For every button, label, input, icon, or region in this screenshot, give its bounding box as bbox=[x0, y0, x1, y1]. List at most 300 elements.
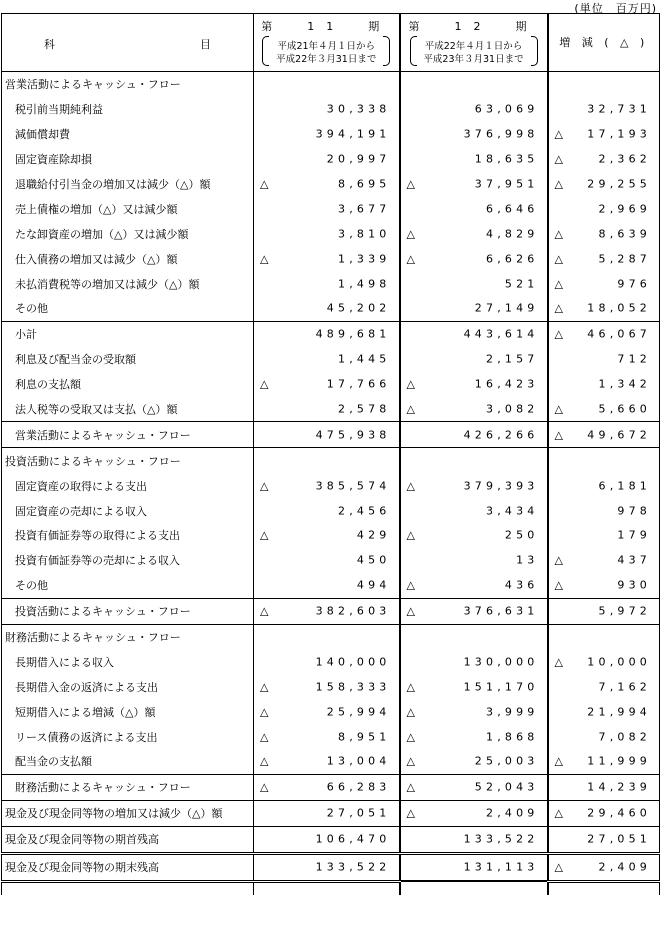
negative-triangle-icon: △ bbox=[554, 152, 563, 166]
diff-cell-value: 712 bbox=[617, 352, 651, 366]
period-11-cell-value: 106,470 bbox=[315, 832, 391, 846]
diff-cell bbox=[548, 172, 660, 197]
negative-triangle-icon: △ bbox=[406, 479, 415, 493]
section-label: 投資活動によるキャッシュ・フロー bbox=[2, 448, 254, 473]
period-12-cell bbox=[400, 196, 548, 221]
table-row bbox=[2, 397, 660, 422]
row-label: 仕入債務の増加又は減少（△）額 bbox=[2, 246, 254, 271]
row-label: 税引前当期純利益 bbox=[2, 97, 254, 122]
period-11-cell bbox=[254, 246, 400, 271]
period-11-cell-value: 133,522 bbox=[315, 860, 391, 874]
row-label: 投資活動によるキャッシュ・フロー bbox=[2, 598, 254, 624]
diff-cell-value: 437 bbox=[617, 553, 651, 567]
period-12-cell-value: 521 bbox=[504, 277, 539, 291]
diff-cell bbox=[548, 221, 660, 246]
diff-cell-value: 2,409 bbox=[598, 860, 651, 874]
period-12-to: 平成23年３月31日まで bbox=[423, 54, 524, 65]
diff-cell-value: 29,460 bbox=[587, 806, 651, 820]
period-11-cell-value: 429 bbox=[356, 528, 391, 542]
period-11-cell bbox=[254, 147, 400, 172]
table-row bbox=[2, 97, 660, 122]
row-label: 小計 bbox=[2, 321, 254, 346]
diff-cell-value: 930 bbox=[617, 578, 651, 592]
period-12-cell-value: 131,113 bbox=[463, 860, 539, 874]
diff-cell-value: 32,731 bbox=[587, 102, 651, 116]
period-12-cell bbox=[400, 853, 548, 881]
negative-triangle-icon: △ bbox=[406, 730, 415, 744]
period-12-cell bbox=[400, 372, 548, 397]
diff-cell-value: 7,162 bbox=[598, 680, 651, 694]
period-11-cell-value: 3,810 bbox=[338, 227, 391, 241]
negative-triangle-icon: △ bbox=[260, 754, 269, 768]
diff-cell bbox=[548, 624, 660, 649]
period-11-cell bbox=[254, 649, 400, 674]
section-label: 財務活動によるキャッシュ・フロー bbox=[2, 624, 254, 649]
diff-cell bbox=[548, 271, 660, 296]
row-label: 長期借入による収入 bbox=[2, 649, 254, 674]
period-12-cell-value: 379,393 bbox=[463, 479, 539, 493]
period-12-cell bbox=[400, 573, 548, 598]
period-11-cell bbox=[254, 97, 400, 122]
period-12-cell bbox=[400, 498, 548, 523]
row-label: 売上債権の増加（△）又は減少額 bbox=[2, 196, 254, 221]
row-label: 投資有価証券等の取得による支出 bbox=[2, 523, 254, 548]
negative-triangle-icon: △ bbox=[260, 680, 269, 694]
period-12-cell bbox=[400, 826, 548, 853]
period-11-cell-value: 1,339 bbox=[338, 252, 391, 266]
period-11-header bbox=[254, 14, 400, 72]
period-12-cell-value: 52,043 bbox=[474, 780, 539, 794]
negative-triangle-icon: △ bbox=[406, 528, 415, 542]
period-11-cell-value: 394,191 bbox=[315, 127, 391, 141]
diff-cell bbox=[548, 573, 660, 598]
period-12-cell bbox=[400, 473, 548, 498]
negative-triangle-icon: △ bbox=[260, 780, 269, 794]
diff-cell bbox=[548, 774, 660, 800]
diff-cell-value: 2,362 bbox=[598, 152, 651, 166]
negative-triangle-icon: △ bbox=[260, 252, 269, 266]
period-12-cell bbox=[400, 448, 548, 473]
row-label: 財務活動によるキャッシュ・フロー bbox=[2, 774, 254, 800]
period-11-cell bbox=[254, 271, 400, 296]
period-11-range bbox=[262, 36, 390, 66]
table-row bbox=[2, 598, 660, 624]
table-row bbox=[2, 422, 660, 448]
item-column-header bbox=[2, 14, 254, 72]
period-11-cell-value: 27,051 bbox=[326, 806, 391, 820]
diff-cell-value: 2,969 bbox=[598, 202, 651, 216]
diff-cell bbox=[548, 749, 660, 774]
row-label: 長期借入金の返済による支出 bbox=[2, 674, 254, 699]
period-12-cell bbox=[400, 724, 548, 749]
diff-cell-value: 27,051 bbox=[587, 832, 651, 846]
period-12-cell bbox=[400, 271, 548, 296]
period-12-cell-value: 130,000 bbox=[463, 655, 539, 669]
row-label: 減価償却費 bbox=[2, 122, 254, 147]
diff-cell-value: 6,181 bbox=[598, 479, 651, 493]
negative-triangle-icon: △ bbox=[554, 177, 563, 191]
row-label: 配当金の支払額 bbox=[2, 749, 254, 774]
negative-triangle-icon: △ bbox=[406, 604, 415, 618]
spacer-cell bbox=[548, 881, 660, 895]
table-row bbox=[2, 221, 660, 246]
table-row bbox=[2, 699, 660, 724]
row-label: その他 bbox=[2, 573, 254, 598]
period-12-cell-value: 6,646 bbox=[486, 202, 539, 216]
period-11-cell bbox=[254, 422, 400, 448]
period-11-cell-value: 1,498 bbox=[338, 277, 391, 291]
period-11-cell-value: 2,578 bbox=[338, 402, 391, 416]
period-11-to: 平成22年３月31日まで bbox=[276, 54, 377, 65]
period-12-cell bbox=[400, 774, 548, 800]
period-11-cell bbox=[254, 122, 400, 147]
diff-cell bbox=[548, 724, 660, 749]
period-11-cell-value: 475,938 bbox=[315, 428, 391, 442]
period-11-cell bbox=[254, 598, 400, 624]
period-11-cell bbox=[254, 221, 400, 246]
diff-cell bbox=[548, 422, 660, 448]
period-11-cell bbox=[254, 674, 400, 699]
period-12-cell bbox=[400, 246, 548, 271]
period-12-cell bbox=[400, 800, 548, 826]
row-label: 営業活動によるキャッシュ・フロー bbox=[2, 422, 254, 448]
diff-cell-value: 14,239 bbox=[587, 780, 651, 794]
period-12-cell bbox=[400, 147, 548, 172]
period-12-cell-value: 443,614 bbox=[463, 327, 539, 341]
period-12-cell-value: 151,170 bbox=[463, 680, 539, 694]
table-row bbox=[2, 473, 660, 498]
row-label: 利息の支払額 bbox=[2, 372, 254, 397]
period-11-cell bbox=[254, 624, 400, 649]
period-12-cell-value: 133,522 bbox=[463, 832, 539, 846]
table-row bbox=[2, 122, 660, 147]
table-row bbox=[2, 347, 660, 372]
diff-cell bbox=[548, 674, 660, 699]
left-bracket-icon bbox=[410, 36, 417, 66]
diff-cell bbox=[548, 448, 660, 473]
negative-triangle-icon: △ bbox=[554, 428, 563, 442]
negative-triangle-icon: △ bbox=[406, 377, 415, 391]
period-12-cell-value: 436 bbox=[504, 578, 539, 592]
negative-triangle-icon: △ bbox=[554, 127, 563, 141]
item-header-char-2: 目 bbox=[200, 38, 211, 51]
period-12-cell bbox=[400, 674, 548, 699]
period-12-cell bbox=[400, 122, 548, 147]
diff-cell bbox=[548, 372, 660, 397]
diff-cell bbox=[548, 122, 660, 147]
period-12-cell bbox=[400, 72, 548, 97]
section-label: 営業活動によるキャッシュ・フロー bbox=[2, 72, 254, 97]
table-row bbox=[2, 196, 660, 221]
period-12-cell bbox=[400, 422, 548, 448]
diff-cell bbox=[548, 97, 660, 122]
period-11-cell bbox=[254, 196, 400, 221]
period-11-cell bbox=[254, 800, 400, 826]
period-12-cell-value: 27,149 bbox=[474, 301, 539, 315]
diff-cell bbox=[548, 548, 660, 573]
table-row bbox=[2, 523, 660, 548]
diff-cell bbox=[548, 296, 660, 321]
diff-cell bbox=[548, 649, 660, 674]
period-12-from: 平成22年４月１日から bbox=[424, 41, 523, 52]
cash-flow-table bbox=[1, 13, 660, 895]
period-11-cell bbox=[254, 498, 400, 523]
section-row bbox=[2, 624, 660, 649]
period-11-cell bbox=[254, 397, 400, 422]
unit-label: (単位 百万円) bbox=[574, 2, 657, 15]
period-12-cell bbox=[400, 624, 548, 649]
period-11-cell bbox=[254, 72, 400, 97]
diff-cell bbox=[548, 473, 660, 498]
row-label: 固定資産除却損 bbox=[2, 147, 254, 172]
period-12-cell bbox=[400, 523, 548, 548]
table-row bbox=[2, 853, 660, 881]
period-11-cell bbox=[254, 853, 400, 881]
period-12-cell bbox=[400, 347, 548, 372]
diff-cell-value: 5,287 bbox=[598, 252, 651, 266]
period-12-cell-value: 1,868 bbox=[486, 730, 539, 744]
negative-triangle-icon: △ bbox=[260, 604, 269, 618]
period-12-cell-value: 4,829 bbox=[486, 227, 539, 241]
period-12-cell bbox=[400, 397, 548, 422]
negative-triangle-icon: △ bbox=[406, 680, 415, 694]
negative-triangle-icon: △ bbox=[406, 705, 415, 719]
row-label: たな卸資産の増加（△）又は減少額 bbox=[2, 221, 254, 246]
diff-cell-value: 5,972 bbox=[598, 604, 651, 618]
diff-cell-value: 18,052 bbox=[587, 301, 651, 315]
period-12-cell bbox=[400, 548, 548, 573]
negative-triangle-icon: △ bbox=[406, 252, 415, 266]
period-11-cell-value: 489,681 bbox=[315, 327, 391, 341]
right-bracket-icon bbox=[531, 36, 538, 66]
period-12-header bbox=[400, 14, 548, 72]
negative-triangle-icon: △ bbox=[554, 252, 563, 266]
negative-triangle-icon: △ bbox=[260, 377, 269, 391]
period-12-cell-value: 25,003 bbox=[474, 754, 539, 768]
period-12-cell-value: 18,635 bbox=[474, 152, 539, 166]
diff-cell-value: 179 bbox=[617, 528, 651, 542]
diff-cell-value: 49,672 bbox=[587, 428, 651, 442]
row-label: その他 bbox=[2, 296, 254, 321]
negative-triangle-icon: △ bbox=[554, 227, 563, 241]
period-11-cell bbox=[254, 473, 400, 498]
negative-triangle-icon: △ bbox=[260, 479, 269, 493]
period-11-cell bbox=[254, 172, 400, 197]
period-11-cell bbox=[254, 372, 400, 397]
period-12-cell-value: 37,951 bbox=[474, 177, 539, 191]
period-11-cell bbox=[254, 548, 400, 573]
period-12-cell-value: 63,069 bbox=[474, 102, 539, 116]
diff-cell-value: 5,660 bbox=[598, 402, 651, 416]
period-12-cell-value: 16,423 bbox=[474, 377, 539, 391]
table-row bbox=[2, 321, 660, 346]
period-12-cell-value: 3,082 bbox=[486, 402, 539, 416]
period-12-cell bbox=[400, 749, 548, 774]
table-row bbox=[2, 724, 660, 749]
negative-triangle-icon: △ bbox=[554, 578, 563, 592]
period-12-cell-value: 376,998 bbox=[463, 127, 539, 141]
period-11-cell bbox=[254, 523, 400, 548]
period-12-cell-value: 3,434 bbox=[486, 504, 539, 518]
period-11-cell-value: 450 bbox=[356, 553, 391, 567]
diff-cell bbox=[548, 196, 660, 221]
period-12-cell bbox=[400, 321, 548, 346]
period-11-cell bbox=[254, 699, 400, 724]
period-12-cell-value: 6,626 bbox=[486, 252, 539, 266]
negative-triangle-icon: △ bbox=[406, 177, 415, 191]
negative-triangle-icon: △ bbox=[406, 578, 415, 592]
row-label: 固定資産の売却による収入 bbox=[2, 498, 254, 523]
row-label: 短期借入による増減（△）額 bbox=[2, 699, 254, 724]
period-12-cell bbox=[400, 296, 548, 321]
table-row bbox=[2, 573, 660, 598]
diff-cell-value: 976 bbox=[617, 277, 651, 291]
negative-triangle-icon: △ bbox=[406, 806, 415, 820]
negative-triangle-icon: △ bbox=[554, 655, 563, 669]
diff-cell bbox=[548, 246, 660, 271]
period-11-cell-value: 8,695 bbox=[338, 177, 391, 191]
period-11-cell-value: 25,994 bbox=[326, 705, 391, 719]
period-11-cell-value: 13,004 bbox=[326, 754, 391, 768]
spacer-cell bbox=[2, 881, 254, 895]
row-label: 固定資産の取得による支出 bbox=[2, 473, 254, 498]
diff-cell bbox=[548, 853, 660, 881]
period-11-cell-value: 8,951 bbox=[338, 730, 391, 744]
period-11-cell-value: 66,283 bbox=[326, 780, 391, 794]
spacer-cell bbox=[400, 881, 548, 895]
diff-cell bbox=[548, 800, 660, 826]
row-label: 現金及び現金同等物の増加又は減少（△）額 bbox=[2, 800, 254, 826]
table-row bbox=[2, 674, 660, 699]
period-11-title: 第 11 期 bbox=[261, 20, 392, 33]
negative-triangle-icon: △ bbox=[406, 754, 415, 768]
section-row bbox=[2, 72, 660, 97]
diff-column-header: 増 減 ( △ ) bbox=[548, 14, 660, 72]
period-11-cell-value: 17,766 bbox=[326, 377, 391, 391]
table-row bbox=[2, 774, 660, 800]
period-11-cell-value: 45,202 bbox=[326, 301, 391, 315]
period-11-cell-value: 385,574 bbox=[315, 479, 391, 493]
diff-cell-value: 978 bbox=[617, 504, 651, 518]
table-row bbox=[2, 372, 660, 397]
negative-triangle-icon: △ bbox=[554, 402, 563, 416]
negative-triangle-icon: △ bbox=[554, 301, 563, 315]
negative-triangle-icon: △ bbox=[406, 227, 415, 241]
row-label: 法人税等の受取又は支払（△）額 bbox=[2, 397, 254, 422]
diff-cell-value: 1,342 bbox=[598, 377, 651, 391]
negative-triangle-icon: △ bbox=[260, 705, 269, 719]
table-row bbox=[2, 172, 660, 197]
table-footer-spacer bbox=[2, 881, 660, 895]
table-row bbox=[2, 749, 660, 774]
period-12-cell-value: 376,631 bbox=[463, 604, 539, 618]
period-12-range bbox=[410, 36, 538, 66]
period-12-cell bbox=[400, 649, 548, 674]
diff-cell-value: 21,994 bbox=[587, 705, 651, 719]
negative-triangle-icon: △ bbox=[406, 402, 415, 416]
table-row bbox=[2, 826, 660, 853]
negative-triangle-icon: △ bbox=[406, 780, 415, 794]
negative-triangle-icon: △ bbox=[260, 177, 269, 191]
row-label: 退職給付引当金の増加又は減少（△）額 bbox=[2, 172, 254, 197]
row-label: 利息及び配当金の受取額 bbox=[2, 347, 254, 372]
period-12-cell-value: 426,266 bbox=[463, 428, 539, 442]
diff-cell-value: 11,999 bbox=[587, 754, 651, 768]
section-row bbox=[2, 448, 660, 473]
period-11-cell-value: 140,000 bbox=[315, 655, 391, 669]
period-11-cell bbox=[254, 347, 400, 372]
negative-triangle-icon: △ bbox=[554, 754, 563, 768]
diff-cell bbox=[548, 498, 660, 523]
period-11-cell bbox=[254, 321, 400, 346]
table-row bbox=[2, 147, 660, 172]
table-row bbox=[2, 271, 660, 296]
diff-cell bbox=[548, 699, 660, 724]
period-12-cell bbox=[400, 221, 548, 246]
diff-cell bbox=[548, 397, 660, 422]
cash-flow-body bbox=[2, 72, 660, 895]
diff-cell-value: 10,000 bbox=[587, 655, 651, 669]
period-11-cell bbox=[254, 448, 400, 473]
negative-triangle-icon: △ bbox=[554, 553, 563, 567]
period-12-cell-value: 13 bbox=[516, 553, 539, 567]
spacer-cell bbox=[254, 881, 400, 895]
period-12-cell bbox=[400, 598, 548, 624]
row-label: リース債務の返済による支出 bbox=[2, 724, 254, 749]
negative-triangle-icon: △ bbox=[554, 806, 563, 820]
period-11-cell-value: 20,997 bbox=[326, 152, 391, 166]
table-row bbox=[2, 800, 660, 826]
period-12-title: 第 12 期 bbox=[408, 20, 539, 33]
period-11-from: 平成21年４月１日から bbox=[277, 41, 376, 52]
diff-cell-value: 17,193 bbox=[587, 127, 651, 141]
row-label: 現金及び現金同等物の期末残高 bbox=[2, 853, 254, 881]
diff-cell bbox=[548, 72, 660, 97]
period-11-cell-value: 494 bbox=[356, 578, 391, 592]
period-12-cell-value: 2,409 bbox=[486, 806, 539, 820]
period-11-cell-value: 1,445 bbox=[338, 352, 391, 366]
diff-cell bbox=[548, 598, 660, 624]
period-11-cell-value: 158,333 bbox=[315, 680, 391, 694]
table-row bbox=[2, 548, 660, 573]
period-11-cell bbox=[254, 826, 400, 853]
period-12-cell-value: 3,999 bbox=[486, 705, 539, 719]
negative-triangle-icon: △ bbox=[260, 730, 269, 744]
period-11-cell bbox=[254, 774, 400, 800]
diff-cell bbox=[548, 826, 660, 853]
negative-triangle-icon: △ bbox=[554, 277, 563, 291]
diff-cell-value: 8,639 bbox=[598, 227, 651, 241]
negative-triangle-icon: △ bbox=[554, 860, 563, 874]
right-bracket-icon bbox=[383, 36, 390, 66]
diff-cell bbox=[548, 147, 660, 172]
negative-triangle-icon: △ bbox=[260, 528, 269, 542]
table-row bbox=[2, 649, 660, 674]
period-12-cell-value: 250 bbox=[504, 528, 539, 542]
negative-triangle-icon: △ bbox=[554, 327, 563, 341]
period-11-cell-value: 382,603 bbox=[315, 604, 391, 618]
table-row bbox=[2, 296, 660, 321]
diff-cell bbox=[548, 523, 660, 548]
diff-cell-value: 29,255 bbox=[587, 177, 651, 191]
diff-cell-value: 46,067 bbox=[587, 327, 651, 341]
period-12-cell-value: 2,157 bbox=[486, 352, 539, 366]
period-12-cell bbox=[400, 172, 548, 197]
row-label: 現金及び現金同等物の期首残高 bbox=[2, 826, 254, 853]
left-bracket-icon bbox=[262, 36, 269, 66]
period-12-cell bbox=[400, 699, 548, 724]
row-label: 投資有価証券等の売却による収入 bbox=[2, 548, 254, 573]
